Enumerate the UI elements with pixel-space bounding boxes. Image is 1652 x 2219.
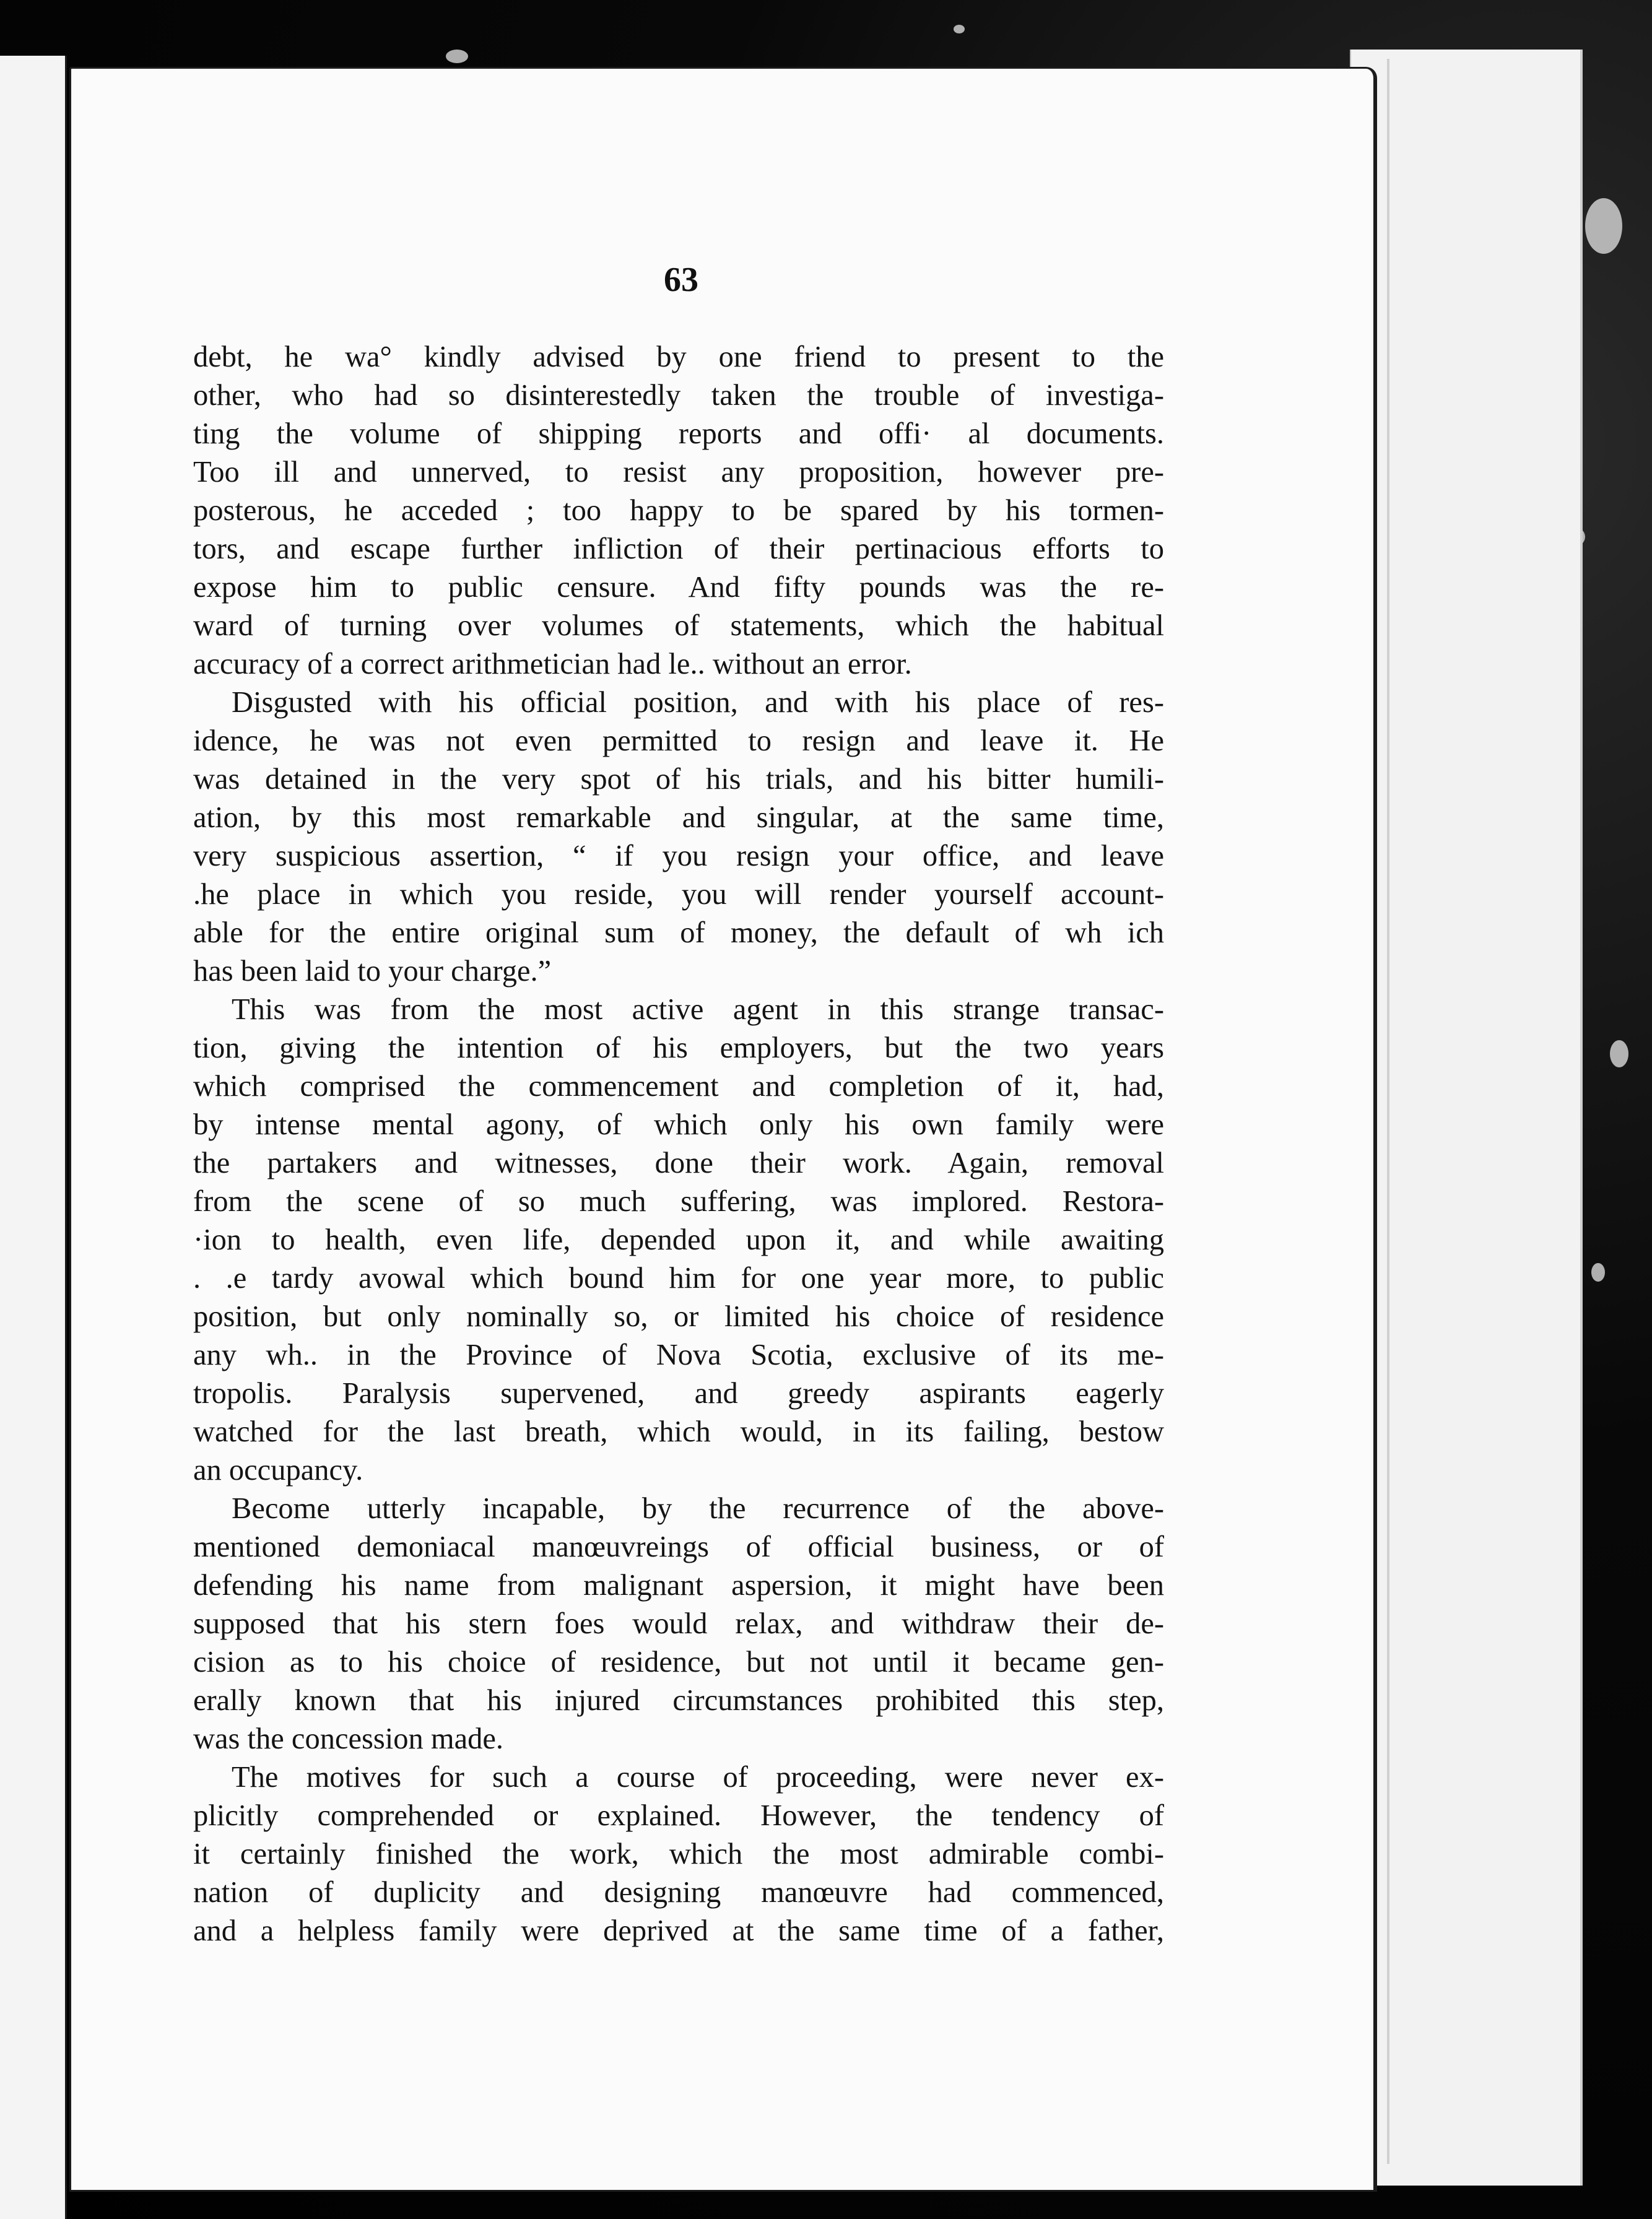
- text-line: Too ill and unnerved, to resist any proposition, however pre-: [193, 456, 1164, 489]
- text-line: ting the volume of shipping reports and offi· al documents.: [193, 417, 1164, 450]
- text-line: the partakers and witnesses, done their work. Again, removal: [193, 1147, 1164, 1179]
- dust-speck: [1591, 1263, 1605, 1282]
- dust-speck: [446, 50, 468, 63]
- text-line: watched for the last breath, which would, in its failing, bestow: [193, 1415, 1164, 1448]
- text-line: any wh.. in the Province of Nova Scotia, exclusive of its me-: [193, 1339, 1164, 1371]
- page-number: 63: [664, 261, 698, 299]
- text-line: position, but only nominally so, or limited his choice of residence: [193, 1300, 1164, 1333]
- body-text: [193, 338, 1164, 1950]
- text-line: posterous, he acceded ; too happy to be spared by his tormen-: [193, 494, 1164, 527]
- text-line: ·ion to health, even life, depended upon it, and while awaiting: [193, 1223, 1164, 1256]
- text-line: an occupancy.: [193, 1454, 363, 1487]
- text-line: The motives for such a course of proceeding, were never ex-: [232, 1761, 1164, 1794]
- text-line: debt, he wa° kindly advised by one friend to present to the: [193, 341, 1164, 373]
- text-line: erally known that his injured circumstances prohibited this step,: [193, 1684, 1164, 1717]
- text-line: by intense mental agony, of which only his own family were: [193, 1108, 1164, 1141]
- text-line: nation of duplicity and designing manœuvre had commenced,: [193, 1876, 1164, 1909]
- facing-page-edge: [0, 56, 67, 2219]
- text-line: ation, by this most remarkable and singular, at the same time,: [193, 801, 1164, 834]
- text-line: it certainly finished the work, which the most admirable combi-: [193, 1838, 1164, 1870]
- text-line: has been laid to your charge.”: [193, 955, 552, 988]
- text-line: plicitly comprehended or explained. However, the tendency of: [193, 1799, 1164, 1832]
- text-line: Become utterly incapable, by the recurrence of the above-: [232, 1492, 1164, 1525]
- text-line: able for the entire original sum of money, the default of wh ich: [193, 916, 1164, 949]
- text-line: This was from the most active agent in this strange transac-: [232, 993, 1164, 1026]
- text-line: tion, giving the intention of his employers, but the two years: [193, 1031, 1164, 1064]
- text-line: accuracy of a correct arithmetician had le.. without an error.: [193, 648, 912, 680]
- dust-speck: [954, 25, 965, 33]
- underlying-page: [1350, 50, 1580, 2186]
- text-line: supposed that his stern foes would relax, and withdraw their de-: [193, 1607, 1164, 1640]
- text-line: from the scene of so much suffering, was implored. Restora-: [193, 1185, 1164, 1218]
- text-line: was detained in the very spot of his trials, and his bitter humili-: [193, 763, 1164, 796]
- text-line: was the concession made.: [193, 1722, 504, 1755]
- text-line: expose him to public censure. And fifty pounds was the re-: [193, 571, 1164, 604]
- text-line: and a helpless family were deprived at the same time of a father,: [193, 1914, 1164, 1947]
- text-line: cision as to his choice of residence, but not until it became gen-: [193, 1646, 1164, 1678]
- text-line: idence, he was not even permitted to resign and leave it. He: [193, 724, 1164, 757]
- text-line: . .e tardy avowal which bound him for one year more, to public: [193, 1262, 1164, 1295]
- text-line: ward of turning over volumes of statements, which the habitual: [193, 609, 1164, 642]
- text-line: Disgusted with his official position, and with his place of res-: [232, 686, 1164, 719]
- text-line: which comprised the commencement and completion of it, had,: [193, 1070, 1164, 1103]
- page-stack-edge: [1387, 59, 1389, 2164]
- text-line: defending his name from malignant aspersion, it might have been: [193, 1569, 1164, 1602]
- text-line: tors, and escape further infliction of their pertinacious efforts to: [193, 532, 1164, 565]
- dust-speck: [1610, 1040, 1628, 1067]
- dust-speck: [1585, 198, 1622, 254]
- text-line: tropolis. Paralysis supervened, and greedy aspirants eagerly: [193, 1377, 1164, 1410]
- text-line: other, who had so disinterestedly taken the trouble of investiga-: [193, 379, 1164, 412]
- text-line: very suspicious assertion, “ if you resign your office, and leave: [193, 840, 1164, 872]
- text-line: mentioned demoniacal manœuvreings of official business, or of: [193, 1531, 1164, 1563]
- text-line: .he place in which you reside, you will render yourself account-: [193, 878, 1164, 911]
